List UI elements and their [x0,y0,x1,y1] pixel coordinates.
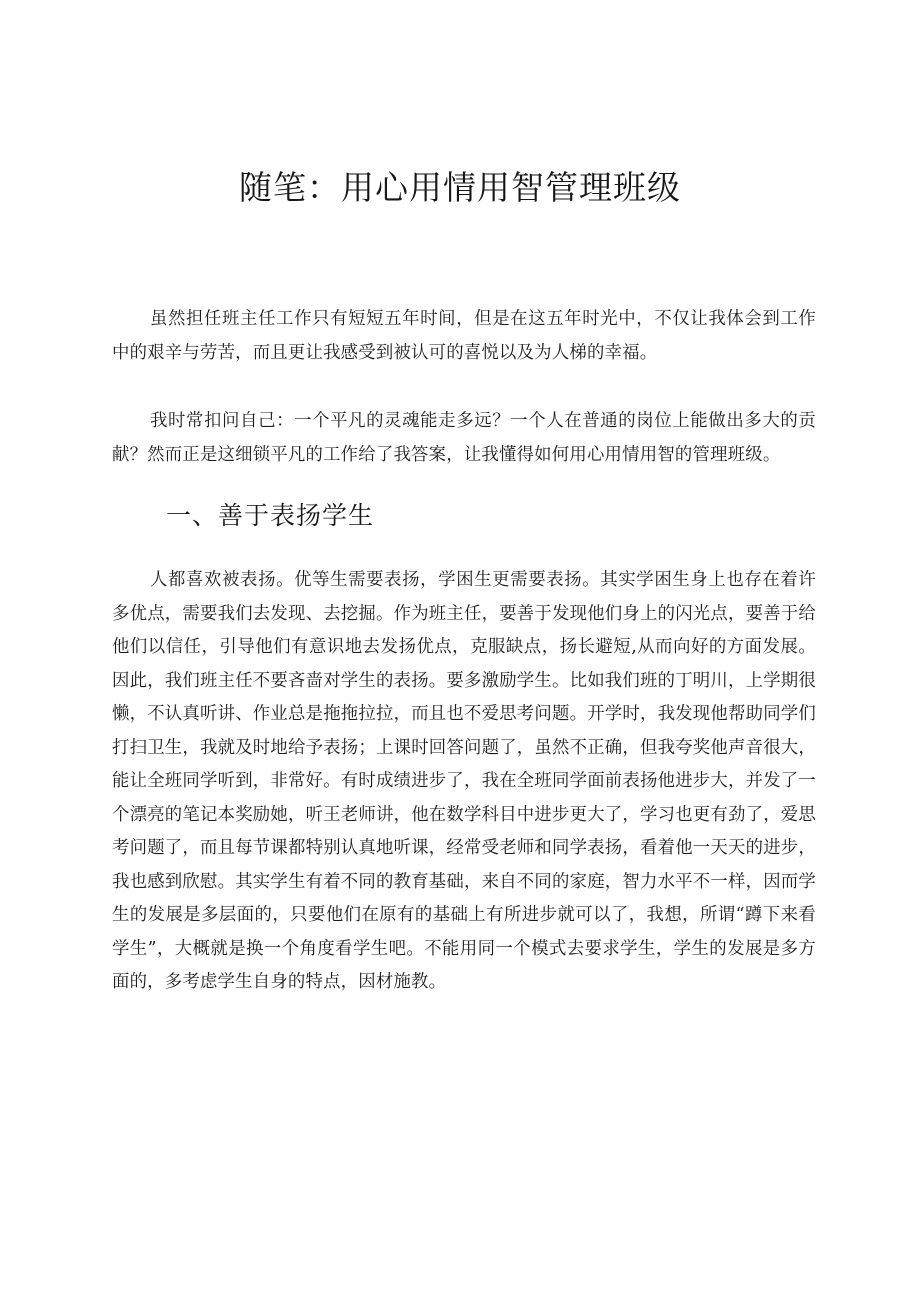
document-title: 随笔：用心用情用智管理班级 [239,168,681,207]
section-1-paragraph: 人都喜欢被表扬。优等生需要表扬，学困生更需要表扬。其实学困生身上也存在着许多优点，需要我们去发现、去挖掘。作为班主任，要善于发现他们身上的闪光点，要善于给他们以信任，引导他们有意识地去发扬优点，克服缺点，扬长避短,从而向好的方面发展。因此，我们班主任不要吝啬对学生的表扬。要多激励学生。比如我们班的丁明川，上学期很懒，不认真听讲、作业总是拖拖拉拉，而且也不爱思考问题。开学时，我发现他帮助同学们打扫卫生，我就及时地给予表扬；上课时回答问题了，虽然不正确，但我夸奖他声音很大，能让全班同学听到，非常好。有时成绩进步了，我在全班同学面前表扬他进步大，并发了一个漂亮的笔记本奖励她，听王老师讲，他在数学科目中进步更大了，学习也更有劲了，爱思考问题了，而且每节课都特别认真地听课，经常受老师和同学表扬，看着他一天天的进步，我也感到欣慰。其实学生有着不同的教育基础，来自不同的家庭，智力水平不一样，因而学生的发展是多层面的，只要他们在原有的基础上有所进步就可以了，我想，所谓“蹲下来看学生”，大概就是换一个角度看学生吧。不能用同一个模式去要求学生，学生的发展是多方面的，多考虑学生自身的特点，因材施教。 [112,570,816,992]
section-heading-praise-students: 一、善于表扬学生 [166,501,375,530]
intro-paragraph-1: 虽然担任班主任工作只有短短五年时间，但是在这五年时光中，不仅让我体会到工作中的艰辛与劳苦，而且更让我感受到被认可的喜悦以及为人梯的幸福。 [112,309,816,363]
intro-paragraph-2: 我时常扣问自己：一个平凡的灵魂能走多远？一个人在普通的岗位上能做出多大的贡献？然而正是这细锁平凡的工作给了我答案，让我懂得如何用心用情用智的管理班级。 [112,411,816,465]
